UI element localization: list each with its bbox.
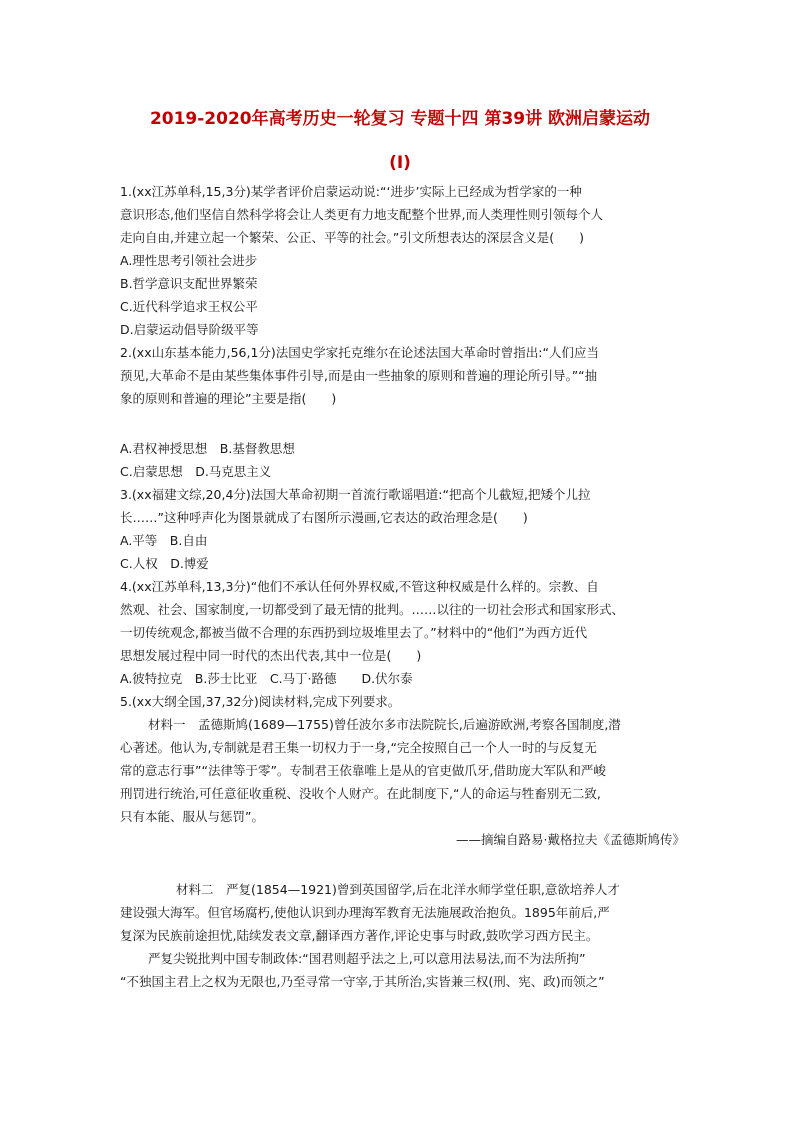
material-1-line: 刑罚进行统治,可任意征收重税、没收个人财产。在此制度下,“人的命运与牲畜别无二致, [120, 786, 601, 801]
document-title-line2: (I) [389, 153, 411, 173]
document-body [120, 180, 685, 993]
question-4-stem-line: 思想发展过程中同一时代的杰出代表,其中一位是( ) [120, 648, 422, 663]
question-3-stem-line: 长……”这种呼声化为图景就成了右图所示漫画,它表达的政治理念是( ) [120, 510, 528, 525]
material-1-source: ——摘编自路易·戴格拉夫《孟德斯鸠传》 [456, 832, 685, 847]
question-4-stem-line: 然观、社会、国家制度,一切都受到了最无情的批判。……以往的一切社会形式和国家形式、 [120, 602, 624, 617]
question-1 [120, 180, 685, 341]
document-title-line1: 2019-2020年高考历史一轮复习 专题十四 第39讲 欧洲启蒙运动 [149, 109, 651, 129]
question-1-stem-line: 走向自由,并建立起一个繁荣、公正、平等的社会。”引文所想表达的深层含义是( ) [120, 230, 584, 245]
question-3-options-line: C.人权 D.博爱 [120, 556, 209, 571]
question-3-stem-line: 3.(xx福建文综,20,4分)法国大革命初期一首流行歌谣唱道:“把高个儿截短,把矮个儿拉 [120, 487, 591, 502]
question-1-stem-line: 意识形态,他们坚信自然科学将会让人类更有力地支配整个世界,而人类理性则引领每个人 [120, 207, 603, 222]
question-4-options-line: A.彼特拉克 B.莎士比亚 C.马丁·路德 D.伏尔泰 [120, 671, 413, 686]
question-4-stem-line: 4.(xx江苏单科,13,3分)“他们不承认任何外界权威,不管这种权威是什么样的。宗教、自 [120, 579, 599, 594]
material-2-line: 材料二 严复(1854—1921)曾到英国留学,后在北洋水师学堂任职,意欲培养人才 [176, 882, 620, 897]
question-2-stem-line: 预见,大革命不是由某些集体事件引导,而是由一些抽象的原则和普遍的理论所引导。”“抽 [120, 368, 598, 383]
material-1-line: 常的意志行事”“法律等于零”。专制君王依靠唯上是从的官吏做爪牙,借助庞大军队和严峻 [120, 763, 606, 778]
material-2-line: 复深为民族前途担忧,陆续发表文章,翻译西方著作,评论史事与时政,鼓吹学习西方民主。 [120, 928, 599, 943]
question-2-stem-line: 象的原则和普遍的理论”主要是指( ) [120, 391, 337, 406]
spacer [120, 851, 685, 878]
question-3-options-line: A.平等 B.自由 [120, 533, 208, 548]
material-1-line: 心著述。他认为,专制就是君王集一切权力于一身,“完全按照自己一个人一时的与反复无 [120, 740, 597, 755]
question-4-stem-line: 一切传统观念,都被当做不合理的东西扔到垃圾堆里去了。”材料中的“他们”为西方近代 [120, 625, 588, 640]
material-1-line: 只有本能、服从与惩罚”。 [120, 809, 264, 824]
question-1-option-d: D.启蒙运动倡导阶级平等 [120, 322, 259, 337]
question-1-option-a: A.理性思考引领社会进步 [120, 253, 258, 268]
question-5 [120, 690, 685, 993]
question-1-option-b: B.哲学意识支配世界繁荣 [120, 276, 258, 291]
question-3 [120, 483, 685, 575]
question-5-stem-line: 5.(xx大纲全国,37,32分)阅读材料,完成下列要求。 [120, 694, 401, 709]
material-2-line: 建设强大海军。但官场腐朽,使他认识到办理海军教育无法施展政治抱负。1895年前后,严 [120, 905, 610, 920]
question-1-stem-line: 1.(xx江苏单科,15,3分)某学者评价启蒙运动说:“‘进步’实际上已经成为哲学家的一种 [120, 184, 582, 199]
question-4 [120, 575, 685, 690]
material-2-line: “不独国主君上之权为无限也,乃至寻常一守宰,于其所治,实皆兼三权(刑、宪、政)而领之” [120, 974, 605, 989]
question-2-options-line: A.君权神授思想 B.基督教思想 [120, 441, 295, 456]
question-2 [120, 341, 685, 483]
question-1-option-c: C.近代科学追求王权公平 [120, 299, 258, 314]
material-2-line: 严复尖锐批判中国专制政体:“国君则超乎法之上,可以意用法易法,而不为法所拘” [148, 951, 586, 966]
material-1-line: 材料一 孟德斯鸠(1689—1755)曾任波尔多市法院院长,后遍游欧洲,考察各国制度,潜 [148, 717, 621, 732]
question-2-options-line: C.启蒙思想 D.马克思主义 [120, 464, 272, 479]
question-2-stem-line: 2.(xx山东基本能力,56,1分)法国史学家托克维尔在论述法国大革命时曾指出:“人们应当 [120, 345, 599, 360]
spacer [120, 410, 685, 437]
